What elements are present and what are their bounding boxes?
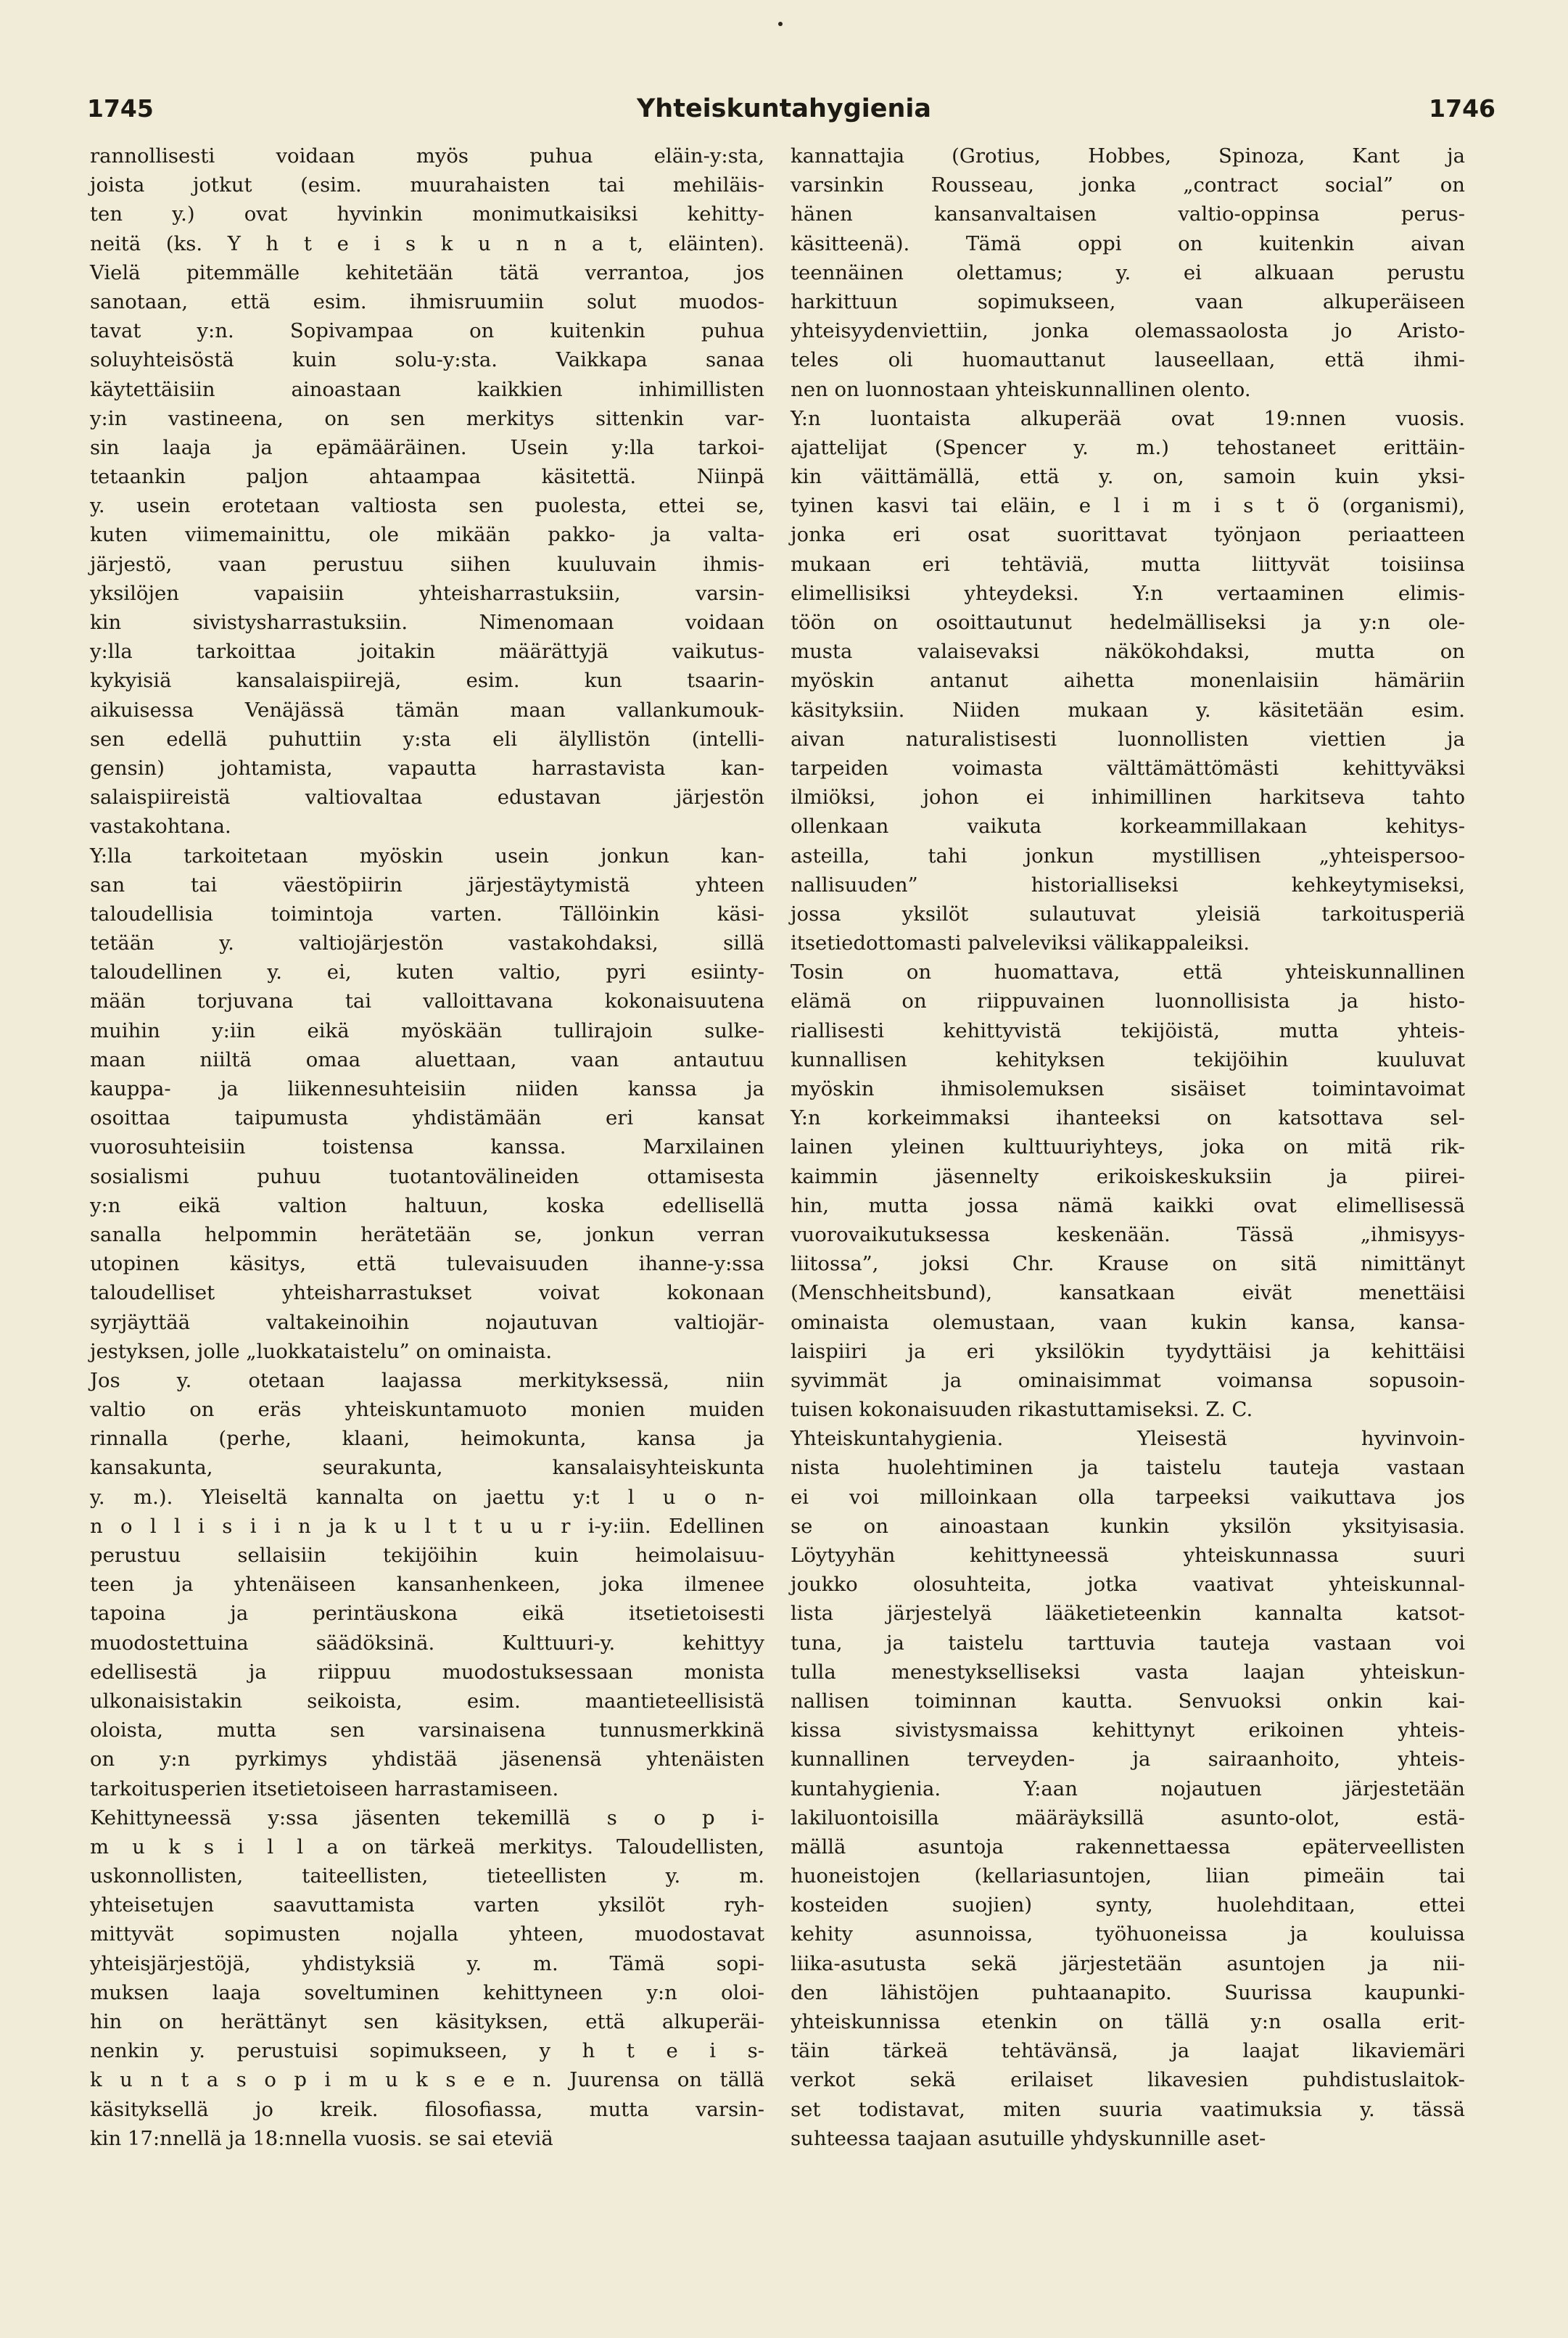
text-line: Yhteiskuntahygienia. Yleisestä hyvinvoin- [791,1427,1465,1451]
page-number-left: 1745 [87,94,154,123]
text-line: gensin) johtamista, vapautta harrastavista kan- [90,756,764,780]
text-line: (Menschheitsbund), kansatkaan eivät menettäisi [791,1281,1465,1305]
text-line: yksilöjen vapaisiin yhteisharrastuksiin, varsin- [90,581,764,605]
text-line: kin sivistysharrastuksiin. Nimenomaan voidaan [90,611,764,634]
text-line: ominaista olemustaan, vaan kukin kansa, kansa- [791,1310,1465,1334]
text-line: y. m.). Yleiseltä kannalta on jaettu y:t l u o n- [90,1485,764,1509]
text-line: kauppa- ja liikennesuhteisiin niiden kanssa ja [90,1077,764,1100]
text-line: perustuu sellaisiin tekijöihin kuin heimolaisuu- [90,1544,764,1567]
text-line: y. usein erotetaan valtiosta sen puolesta, ettei se, [90,494,764,518]
text-line: varsinkin Rousseau, jonka „contract social” on [791,173,1465,197]
text-line: tavat y:n. Sopivampaa on kuitenkin puhua [90,319,764,343]
text-line: muodostettuina säädöksinä. Kulttuuri-y. kehittyy [90,1631,764,1655]
text-line: mukaan eri tehtäviä, mutta liittyvät toisiinsa [791,552,1465,576]
text-line: edellisestä ja riippuu muodostuksessaan monista [90,1660,764,1684]
text-line: tetään y. valtiojärjestön vastakohdaksi, sillä [90,931,764,955]
text-line: set todistavat, miten suuria vaatimuksia y. tässä [791,2097,1465,2121]
text-line: sanotaan, että esim. ihmisruumiin solut muodos- [90,289,764,313]
text-line: teles oli huomauttanut lauseellaan, että ihmi- [791,348,1465,372]
text-line: mittyvät sopimusten nojalla yhteen, muodostavat [90,1922,764,1946]
text-line: lista järjestelyä lääketieteenkin kannalta katsot- [791,1602,1465,1626]
text-line: utopinen käsitys, että tulevaisuuden ihanne-y:ssa [90,1252,764,1276]
text-line: nen on luonnostaan yhteiskunnallinen olento. [791,377,1251,401]
text-line: myöskin antanut aihetta monenlaisiin hämäriin [791,669,1465,693]
text-line: Y:n luontaista alkuperää ovat 19:nnen vuosis. [791,406,1465,430]
text-line: nallisen toiminnan kautta. Senvuoksi onkin kai- [791,1689,1465,1713]
text-line: valtio on eräs yhteiskuntamuoto monien muiden [90,1398,764,1422]
text-line: kykyisiä kansalaispiirejä, esim. kun tsaarin- [90,669,764,693]
text-line: soluyhteisöstä kuin solu-y:sta. Vaikkapa sanaa [90,348,764,372]
text-line: sen edellä puhuttiin y:sta eli älyllistön (intelli- [90,727,764,751]
text-line: Löytyyhän kehittyneessä yhteiskunnassa suuri [791,1544,1465,1567]
text-line: ulkonaisistakin seikoista, esim. maantieteellisistä [90,1689,764,1713]
text-line: tuisen kokonaisuuden rikastuttamiseksi. Z. C. [791,1398,1253,1422]
text-line: verkot sekä erilaiset likavesien puhdistuslaitok- [791,2068,1465,2092]
text-line: hänen kansanvaltaisen valtio-oppinsa perus- [791,202,1465,226]
text-line: se on ainoastaan kunkin yksilön yksityisasia. [791,1514,1465,1538]
text-line: tetaankin paljon ahtaampaa käsitettä. Niinpä [90,465,764,489]
text-line: jossa yksilöt sulautuvat yleisiä tarkoitusperiä [791,902,1465,926]
text-line: yhteiskunnissa etenkin on tällä y:n osalla erit- [791,2010,1465,2033]
text-line: kuntahygienia. Y:aan nojautuen järjestetään [791,1777,1465,1800]
text-line: mällä asuntoja rakennettaessa epäterveellisten [791,1835,1465,1859]
text-line: kosteiden suojien) synty, huolehditaan, ettei [791,1893,1465,1917]
text-line: taloudellisia toimintoja varten. Tällöinkin käsi- [90,902,764,926]
text-line: vuorovaikutuksessa keskenään. Tässä „ihmisyys- [791,1222,1465,1246]
text-line: syrjäyttää valtakeinoihin nojautuvan valtiojär- [90,1310,764,1334]
text-line: joukko olosuhteita, jotka vaativat yhteiskunnal- [791,1573,1465,1597]
text-line: liika-asutusta sekä järjestetään asuntojen ja nii- [791,1951,1465,1975]
text-line: k u n t a s o p i m u k s e e n. Juurensa on tällä [90,2068,764,2092]
text-line: liitossa”, joksi Chr. Krause on sitä nimittänyt [791,1252,1465,1276]
text-line: kunnallinen terveyden- ja sairaanhoito, yhteis- [791,1748,1465,1771]
text-line: käsityksellä jo kreik. filosofiassa, mutta varsin- [90,2097,764,2121]
text-line: salaispiireistä valtiovaltaa edustavan järjestön [90,786,764,810]
text-line: musta valaisevaksi näkökohdaksi, mutta on [791,640,1465,664]
text-line: teen ja yhtenäiseen kansanhenkeen, joka ilmenee [90,1573,764,1597]
text-line: hin, mutta jossa nämä kaikki ovat elimellisessä [791,1193,1465,1217]
text-line: m u k s i l l a on tärkeä merkitys. Taloudellisten, [90,1835,764,1859]
text-line: tulla menestykselliseksi vasta laajan yhteiskun- [791,1660,1465,1684]
text-line: lainen yleinen kulttuuriyhteys, joka on mitä rik- [791,1135,1465,1159]
text-line: lakiluontoisilla määräyksillä asunto-olot, estä- [791,1806,1465,1829]
text-line: nallisuuden” historialliseksi kehkeytymiseksi, [791,873,1465,897]
text-line: n o l l i s i i n ja k u l t t u u r i-y:iin. Edellinen [90,1514,764,1538]
text-line: Y:lla tarkoitetaan myöskin usein jonkun kan- [90,844,764,868]
text-line: oloista, mutta sen varsinaisena tunnusmerkkinä [90,1718,764,1742]
text-line: neitä (ks. Y h t e i s k u n n a t, eläinten). [90,231,764,255]
text-line: kehity asunnoissa, työhuoneissa ja kouluissa [791,1922,1465,1946]
text-line: joista jotkut (esim. muurahaisten tai mehiläis- [90,173,764,197]
text-line: itsetiedottomasti palveleviksi välikappaleiksi. [791,931,1250,955]
text-line: tarkoitusperien itsetietoiseen harrastamiseen. [90,1777,559,1800]
text-line: nista huolehtiminen ja taistelu tauteja vastaan [791,1456,1465,1480]
text-line: ajattelijat (Spencer y. m.) tehostaneet erittäin- [791,435,1465,459]
text-line: taloudellinen y. ei, kuten valtio, pyri esiinty- [90,960,764,984]
text-line: teennäinen olettamus; y. ei alkuaan perustu [791,260,1465,284]
text-line: osoittaa taipumusta yhdistämään eri kansat [90,1106,764,1130]
text-line: kin 17:nnellä ja 18:nnella vuosis. se sai eteviä [90,2126,553,2150]
text-line: taloudelliset yhteisharrastukset voivat kokonaan [90,1281,764,1305]
text-line: ten y.) ovat hyvinkin monimutkaisiksi kehitty- [90,202,764,226]
text-line: rinnalla (perhe, klaani, heimokunta, kansa ja [90,1427,764,1451]
text-line: aivan naturalistisesti luonnollisten viettien ja [791,727,1465,751]
text-line: muksen laaja soveltuminen kehittyneen y:n oloi- [90,1980,764,2004]
text-line: huoneistojen (kellariasuntojen, liian pimeäin tai [791,1864,1465,1888]
text-line: Vielä pitemmälle kehitetään tätä verrantoa, jos [90,260,764,284]
right-text-column [791,141,1465,2153]
text-line: y:in vastineena, on sen merkitys sittenkin var- [90,406,764,430]
text-line: vastakohtana. [90,815,231,839]
text-line: yhteisyydenviettiin, jonka olemassaolosta jo Aristo- [791,319,1465,343]
text-line: kaimmin jäsennelty erikoiskeskuksiin ja piirei- [791,1164,1465,1188]
text-line: laispiiri ja eri yksilökin tyydyttäisi ja kehittäisi [791,1339,1465,1363]
text-line: asteilla, tahi jonkun mystillisen „yhteispersoo- [791,844,1465,868]
text-line: tyinen kasvi tai eläin, e l i m i s t ö (organismi), [791,494,1465,518]
text-line: järjestö, vaan perustuu siihen kuuluvain ihmis- [90,552,764,576]
text-line: Jos y. otetaan laajassa merkityksessä, niin [90,1368,764,1392]
text-line: hin on herättänyt sen käsityksen, että alkuperäi- [90,2010,764,2033]
page-number-right: 1746 [1429,94,1495,123]
text-line: kissa sivistysmaissa kehittynyt erikoinen yhteis- [791,1718,1465,1742]
text-line: mään torjuvana tai valloittavana kokonaisuutena [90,989,764,1013]
text-line: riallisesti kehittyvistä tekijöistä, mutta yhteis- [791,1018,1465,1042]
text-line: ollenkaan vaikuta korkeammillakaan kehitys- [791,815,1465,839]
text-line: jonka eri osat suorittavat työnjaon periaatteen [791,523,1465,547]
text-line: nenkin y. perustuisi sopimukseen, y h t e i s- [90,2039,764,2063]
text-line: uskonnollisten, taiteellisten, tieteellisten y. m. [90,1864,764,1888]
page-header [0,94,1568,138]
text-line: täin tärkeä tehtävänsä, ja laajat likaviemäri [791,2039,1465,2063]
text-line: kannattajia (Grotius, Hobbes, Spinoza, Kant ja [791,144,1465,168]
text-line: maan niiltä omaa aluettaan, vaan antautuu [90,1047,764,1071]
left-text-column [90,141,764,2153]
text-line: syvimmät ja ominaisimmat voimansa sopusoin- [791,1368,1465,1392]
text-line: yhteisetujen saavuttamista varten yksilöt ryh- [90,1893,764,1917]
text-line: tarpeiden voimasta välttämättömästi kehittyväksi [791,756,1465,780]
text-line: myöskin ihmisolemuksen sisäiset toimintavoimat [791,1077,1465,1100]
text-line: tuna, ja taistelu tarttuvia tauteja vastaan voi [791,1631,1465,1655]
text-line: töön on osoittautunut hedelmälliseksi ja y:n ole- [791,611,1465,634]
text-line: den lähistöjen puhtaanapito. Suurissa kaupunki- [791,1980,1465,2004]
text-line: y:n eikä valtion haltuun, koska edellisellä [90,1193,764,1217]
text-line: sosialismi puhuu tuotantovälineiden ottamisesta [90,1164,764,1188]
text-line: ei voi milloinkaan olla tarpeeksi vaikuttava jos [791,1485,1465,1509]
text-line: kuten viimemainittu, ole mikään pakko- ja valta- [90,523,764,547]
text-line: käsityksiin. Niiden mukaan y. käsitetään esim. [791,698,1465,722]
text-line: kansakunta, seurakunta, kansalaisyhteiskunta [90,1456,764,1480]
text-line: muihin y:iin eikä myöskään tullirajoin sulke- [90,1018,764,1042]
text-line: käsitteenä). Tämä oppi on kuitenkin aivan [791,231,1465,255]
text-line: jestyksen, jolle „luokkataistelu” on ominaista. [90,1339,553,1363]
text-line: elimellisiksi yhteydeksi. Y:n vertaaminen elimis- [791,581,1465,605]
text-line: sanalla helpommin herätetään se, jonkun verran [90,1222,764,1246]
text-line: ilmiöksi, johon ei inhimillinen harkitseva tahto [791,786,1465,810]
text-line: on y:n pyrkimys yhdistää jäsenensä yhtenäisten [90,1748,764,1771]
running-title: Yhteiskuntahygienia [636,94,932,123]
text-line: sin laaja ja epämääräinen. Usein y:lla tarkoi- [90,435,764,459]
text-line: käytettäisiin ainoastaan kaikkien inhimillisten [90,377,764,401]
text-line: harkittuun sopimukseen, vaan alkuperäiseen [791,289,1465,313]
text-line: Tosin on huomattava, että yhteiskunnallinen [791,960,1465,984]
text-line: kin väittämällä, että y. on, samoin kuin yksi- [791,465,1465,489]
text-line: suhteessa taajaan asutuille yhdyskunnille aset- [791,2126,1266,2150]
text-line: san tai väestöpiirin järjestäytymistä yhteen [90,873,764,897]
text-line: Kehittyneessä y:ssa jäsenten tekemillä s o p i- [90,1806,764,1829]
text-line: aikuisessa Venäjässä tämän maan vallankumouk- [90,698,764,722]
text-line: elämä on riippuvainen luonnollisista ja histo- [791,989,1465,1013]
text-line: yhteisjärjestöjä, yhdistyksiä y. m. Tämä sopi- [90,1951,764,1975]
text-line: y:lla tarkoittaa joitakin määrättyjä vaikutus- [90,640,764,664]
text-line: rannollisesti voidaan myös puhua eläin-y:sta, [90,144,764,168]
text-line: tapoina ja perintäuskona eikä itsetietoisesti [90,1602,764,1626]
text-line: Y:n korkeimmaksi ihanteeksi on katsottava sel- [791,1106,1465,1130]
top-dot-mark [778,22,783,26]
text-line: vuorosuhteisiin toistensa kanssa. Marxilainen [90,1135,764,1159]
text-line: kunnallisen kehityksen tekijöihin kuuluvat [791,1047,1465,1071]
